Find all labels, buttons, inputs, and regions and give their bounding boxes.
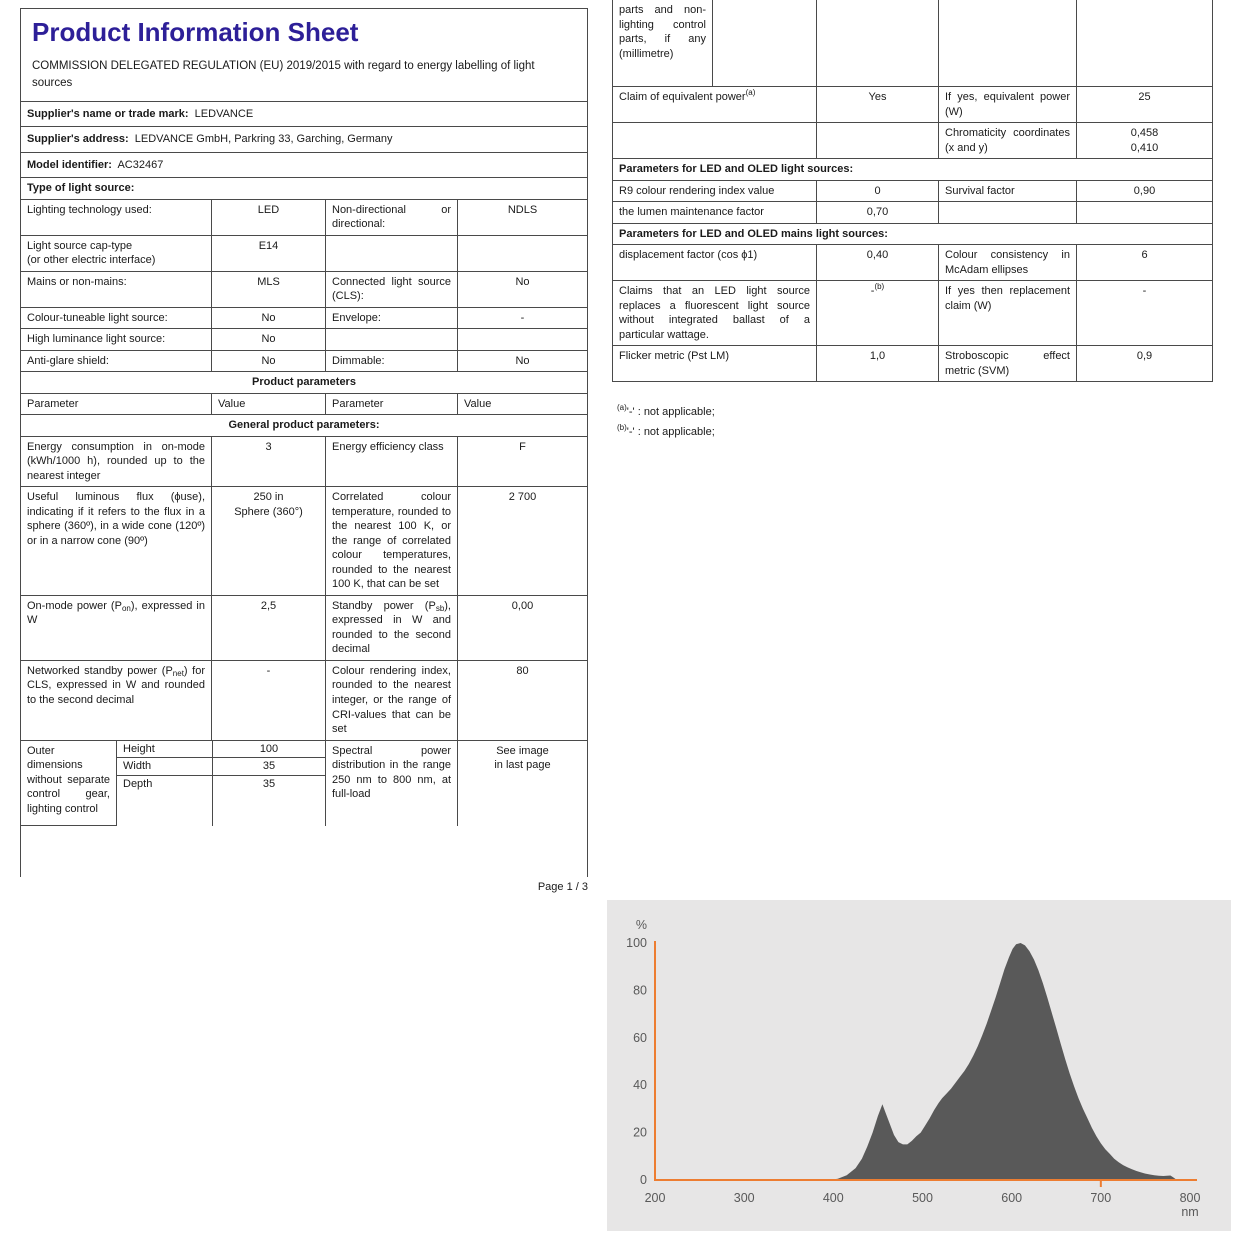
- column-header: Value: [457, 394, 587, 415]
- param-value-cell: [816, 123, 938, 158]
- param-label-cell: Light source cap-type (or other electric interface): [27, 239, 156, 267]
- column-header: Parameter: [27, 397, 79, 410]
- param-value-cell: NDLS: [457, 200, 587, 235]
- param-label-cell: Non-directional or directional:: [325, 200, 457, 235]
- param-value-cell: [457, 329, 587, 350]
- param-value-cell: 0,70: [816, 202, 938, 223]
- param-label-cell: Claims that an LED light source replaces a fluorescent light source without integrated ballast of a particular wattage.: [619, 285, 810, 341]
- footnotes: [617, 402, 715, 443]
- param-value-cell: 250 in Sphere (360°): [211, 487, 325, 595]
- param-value-cell: 0,9: [1076, 346, 1212, 381]
- param-value-cell: 3: [211, 437, 325, 487]
- dimension-value-cell: 35: [212, 758, 325, 775]
- empty-cell: [816, 0, 938, 86]
- param-value-cell: -: [1076, 281, 1212, 345]
- general-product-parameters-header: General product parameters:: [21, 414, 587, 436]
- x-tick-label: 300: [733, 1191, 755, 1205]
- section-header: Parameters for LED and OLED light sources:: [619, 163, 854, 176]
- param-label-cell: [938, 202, 1076, 223]
- param-label-cell: Lighting technology used:: [27, 203, 152, 216]
- dimension-sub-row: [117, 757, 325, 775]
- type-of-light-source-rows: [21, 199, 587, 372]
- param-value-cell: 6: [1076, 245, 1212, 280]
- param-label-cell: Dimmable:: [325, 351, 457, 372]
- table-row: [613, 244, 1212, 280]
- table-row: [613, 180, 1212, 202]
- param-value-cell: No: [211, 351, 325, 372]
- param-value-cell: See image in last page: [457, 741, 587, 826]
- table-row: [21, 436, 587, 487]
- param-label-cell: Colour consistency in McAdam ellipses: [938, 245, 1076, 280]
- supplier-info-rows: [21, 101, 587, 178]
- info-cell: Supplier's name or trade mark: LEDVANCE: [27, 107, 254, 120]
- param-label-cell: [325, 236, 457, 271]
- param-label-cell: [613, 123, 816, 158]
- param-label-cell: On-mode power $(P_{on})$, expressed in W: [27, 599, 205, 627]
- y-tick-label: 0: [640, 1173, 647, 1187]
- param-value-cell: 2 700: [457, 487, 587, 595]
- param-value-cell: No: [211, 329, 325, 350]
- param-label-cell: [325, 329, 457, 350]
- param-value-cell: 0,458 0,410: [1076, 123, 1212, 158]
- section-header-row: [613, 158, 1212, 180]
- param-value-cell: 0: [816, 181, 938, 202]
- param-value-cell: -: [211, 661, 325, 740]
- param-value-cell: E14: [211, 236, 325, 271]
- type-of-light-source-header: Type of light source:: [21, 177, 587, 199]
- param-value-cell: F: [457, 437, 587, 487]
- dimension-label-cell: Width: [123, 760, 152, 773]
- continuation-row: [613, 0, 1212, 86]
- footnote: $^{(b)}$'-' : not applicable;: [617, 423, 715, 439]
- param-label-cell: Spectral power distribution in the range 250 nm to 800 nm, at full-load: [325, 741, 457, 826]
- param-label-cell: Connected light source (CLS):: [325, 272, 457, 307]
- info-row: [21, 101, 587, 127]
- param-label-cell: the lumen maintenance factor: [619, 206, 764, 219]
- table-row: [613, 280, 1212, 345]
- param-label-cell: Energy consumption in on-mode (kWh/1000 h), rounded up to the nearest integer: [27, 440, 205, 482]
- x-tick-label: 500: [912, 1191, 933, 1205]
- info-cell: Supplier's address: LEDVANCE GmbH, Parkring 33, Garching, Germany: [27, 133, 393, 146]
- param-label-cell: Envelope:: [325, 308, 457, 329]
- param-value-cell: 25: [1076, 87, 1212, 122]
- param-label-cell: Anti-glare shield:: [27, 354, 109, 367]
- page-number: Page 1 / 3: [537, 881, 588, 893]
- param-label-cell: Colour-tuneable light source:: [27, 311, 168, 324]
- regulation-subtitle: COMMISSION DELEGATED REGULATION (EU) 2019/2015 with regard to energy labelling of light sources: [32, 60, 535, 90]
- footnote: $^{(a)}$'-' : not applicable;: [617, 403, 715, 418]
- param-value-cell: 80: [457, 661, 587, 740]
- table-row: [21, 660, 587, 740]
- param-value-cell: No: [457, 272, 587, 307]
- dimension-value-cell: 100: [212, 741, 325, 758]
- title-block: [21, 9, 587, 101]
- y-tick-label: 40: [633, 1078, 647, 1093]
- param-label-cell: If yes, equivalent power (W): [938, 87, 1076, 122]
- param-label-cell: Survival factor: [938, 181, 1076, 202]
- table-row: [613, 345, 1212, 381]
- table-row: [21, 595, 587, 660]
- x-tick-label: 700: [1090, 1191, 1112, 1205]
- param-label-cell: Energy efficiency class: [325, 437, 457, 487]
- param-label-cell: Chromaticity coordinates (x and y): [938, 123, 1076, 158]
- info-row: [21, 152, 587, 178]
- general-product-parameter-rows: [21, 436, 587, 740]
- column-header: Parameter: [325, 394, 457, 415]
- param-value-cell: LED: [211, 200, 325, 235]
- param-label-cell: Correlated colour temperature, rounded to the nearest 100 K, or the range of correlated colour temperatures, rounded to the nearest 100 K, that can be set: [325, 487, 457, 595]
- x-tick-label: 200: [644, 1191, 666, 1205]
- outer-dimensions-row: [21, 740, 587, 826]
- section-header-row: [613, 223, 1212, 245]
- param-label-cell: parts and non-lighting control parts, if any (millimetre): [619, 4, 706, 60]
- param-value-cell: No: [211, 308, 325, 329]
- param-label-cell: Standby power $(P_{sb})$, expressed in W and rounded to the second decimal: [325, 596, 457, 660]
- table-row: [21, 486, 587, 595]
- x-axis-unit-label: nm: [1181, 1205, 1199, 1219]
- param-value-cell: 0,40: [816, 245, 938, 280]
- x-tick-label: 800: [1179, 1191, 1201, 1205]
- param-label-cell: Networked standby power $(P_{net})$ for CLS, expressed in W and rounded to the second decimal: [27, 664, 205, 706]
- param-value-cell: 0,00: [457, 596, 587, 660]
- section-header: Parameters for LED and OLED mains light sources:: [619, 227, 888, 240]
- empty-cell: [938, 0, 1076, 86]
- param-value-cell: [457, 236, 587, 271]
- param-label-cell: displacement factor (cos ϕ1): [619, 249, 758, 262]
- spectral-power-distribution-chart: [607, 900, 1231, 1231]
- param-label-cell: Stroboscopic effect metric (SVM): [938, 346, 1076, 381]
- table-row: [21, 350, 587, 372]
- table-row: [21, 328, 587, 350]
- table-row: [21, 199, 587, 235]
- table-row: [613, 201, 1212, 223]
- param-label-cell: R9 colour rendering index value: [619, 184, 775, 197]
- param-value-cell: Yes: [816, 87, 938, 122]
- product-parameters-header: Product parameters: [21, 371, 587, 393]
- table-row: [21, 271, 587, 307]
- table-row: [21, 235, 587, 271]
- y-tick-label: 100: [626, 936, 647, 950]
- param-label-cell: Flicker metric (Pst LM): [619, 350, 729, 363]
- info-row: [21, 126, 587, 152]
- table-row: [613, 122, 1212, 158]
- y-axis-unit-label: %: [635, 918, 647, 932]
- empty-cell: [712, 0, 816, 86]
- dimension-sub-row: [117, 741, 325, 758]
- table-row: [21, 307, 587, 329]
- y-tick-label: 80: [633, 983, 647, 998]
- spectrum-area-series: [655, 943, 1178, 1180]
- param-label-cell: Claim of equivalent power$^{(a)}$: [619, 88, 756, 103]
- param-value-cell: No: [457, 351, 587, 372]
- product-information-sheet-page: [20, 8, 588, 877]
- x-tick-label: 400: [822, 1191, 844, 1205]
- param-label-cell: If yes then replacement claim (W): [938, 281, 1076, 345]
- param-value-cell: 1,0: [816, 346, 938, 381]
- param-label-cell: Colour rendering index, rounded to the nearest integer, or the range of CRI-values that can be set: [325, 661, 457, 740]
- y-tick-label: 60: [633, 1030, 647, 1045]
- dimension-value-cell: 35: [212, 776, 325, 825]
- table-row: [613, 86, 1212, 122]
- param-label-cell: Useful luminous flux (ϕuse), indicating if it refers to the flux in a sphere (360º), in a wide cone (120º) or in a narrow cone (90º): [27, 491, 205, 547]
- param-label-cell: Mains or non-mains:: [27, 275, 127, 288]
- parameter-value-column-headers: [21, 393, 587, 415]
- page-continuation-table: [612, 0, 1213, 382]
- column-header: Value: [211, 394, 325, 415]
- dimension-sub-table: [116, 741, 325, 826]
- empty-cell: [1076, 0, 1212, 86]
- param-label-cell: Outer dimensions without separate control gear, lighting control: [21, 741, 116, 826]
- param-label-cell: High luminance light source:: [27, 333, 166, 346]
- param-value-cell: 2,5: [211, 596, 325, 660]
- dimension-sub-row: [117, 775, 325, 825]
- param-value-cell: -: [457, 308, 587, 329]
- dimension-label-cell: Depth: [123, 778, 153, 791]
- param-value-cell: -$^{(b)}$: [816, 281, 938, 345]
- info-cell: Model identifier: AC32467: [27, 158, 164, 171]
- param-value-cell: [1076, 202, 1212, 223]
- page-title: Product Information Sheet: [32, 17, 359, 47]
- param-value-cell: 0,90: [1076, 181, 1212, 202]
- x-tick-label: 600: [1001, 1191, 1023, 1205]
- param-value-cell: MLS: [211, 272, 325, 307]
- dimension-label-cell: Height: [123, 742, 155, 755]
- y-tick-label: 20: [633, 1125, 647, 1140]
